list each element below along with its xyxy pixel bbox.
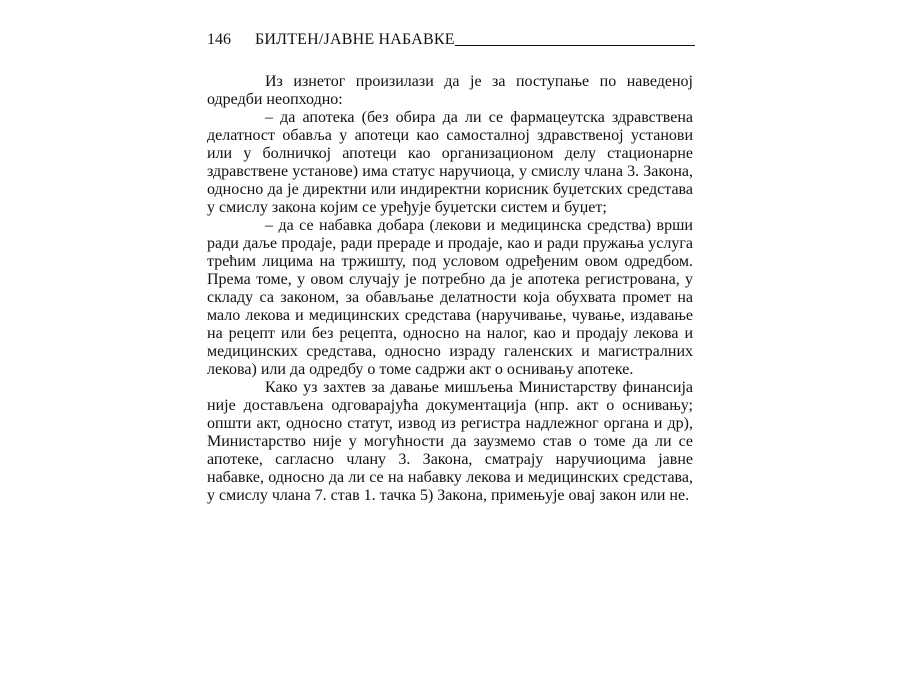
paragraph-condition-procurement: – да се набавка добара (лекови и медицинска средства) врши ради даље продаје, ради прераде и продаје, као и ради пружања услуга трећим лицима на тржишту, под условом одређеним овом одредбом. Према томе, у овом случају је потребно да је апотека регистрована, у складу са законом, за обављање делатности која обухвата промет на мало лекова и медицинских средстава (наручивање, чување, издавање на рецепт или без рецепта, односно на налог, као и продају лекова и медицинских средстава, односно израду галенских и магистралних лекова) или да одредбу о томе садржи акт о оснивању апотеке. [207,217,693,378]
paragraph-conclusion: Како уз захтев за давање мишљења Министарству финансија није достављена одговарајућа документација (нпр. акт о оснивању; општи акт, односно статут, извод из регистра надлежног органа и др), Министарство није у могућности да заузмемо став о томе да ли се апотеке, сагласно члану 3. Закона, сматрају наручиоцима јавне набавке, односно да ли се на набавку лекова и медицинских средстава, у смислу члана 7. став 1. тачка 5) Закона, примењује овај закон или не. [207,379,693,504]
page-header [207,27,695,49]
header-rule [455,45,695,46]
paragraph-intro: Из изнетог произилази да је за поступање по наведеној одредби неопходно: [207,73,693,108]
paragraph-condition-status: – да апотека (без обира да ли се фармацеутска здравствена делатност обавља у апотеци као самосталној здравственој установи или у болничкој апотеци као организационом делу стационарне здравствене установе) има статус наручиоца, у смислу члана 3. Закона, односно да је директни или индиректни корисник буџетских средстава у смислу закона којим се уређује буџетски систем и буџет; [207,109,693,216]
body-text [207,73,693,505]
journal-title: БИЛТЕН/ЈАВНЕ НАБАВКЕ [255,31,455,48]
page-number: 146 [207,31,231,48]
